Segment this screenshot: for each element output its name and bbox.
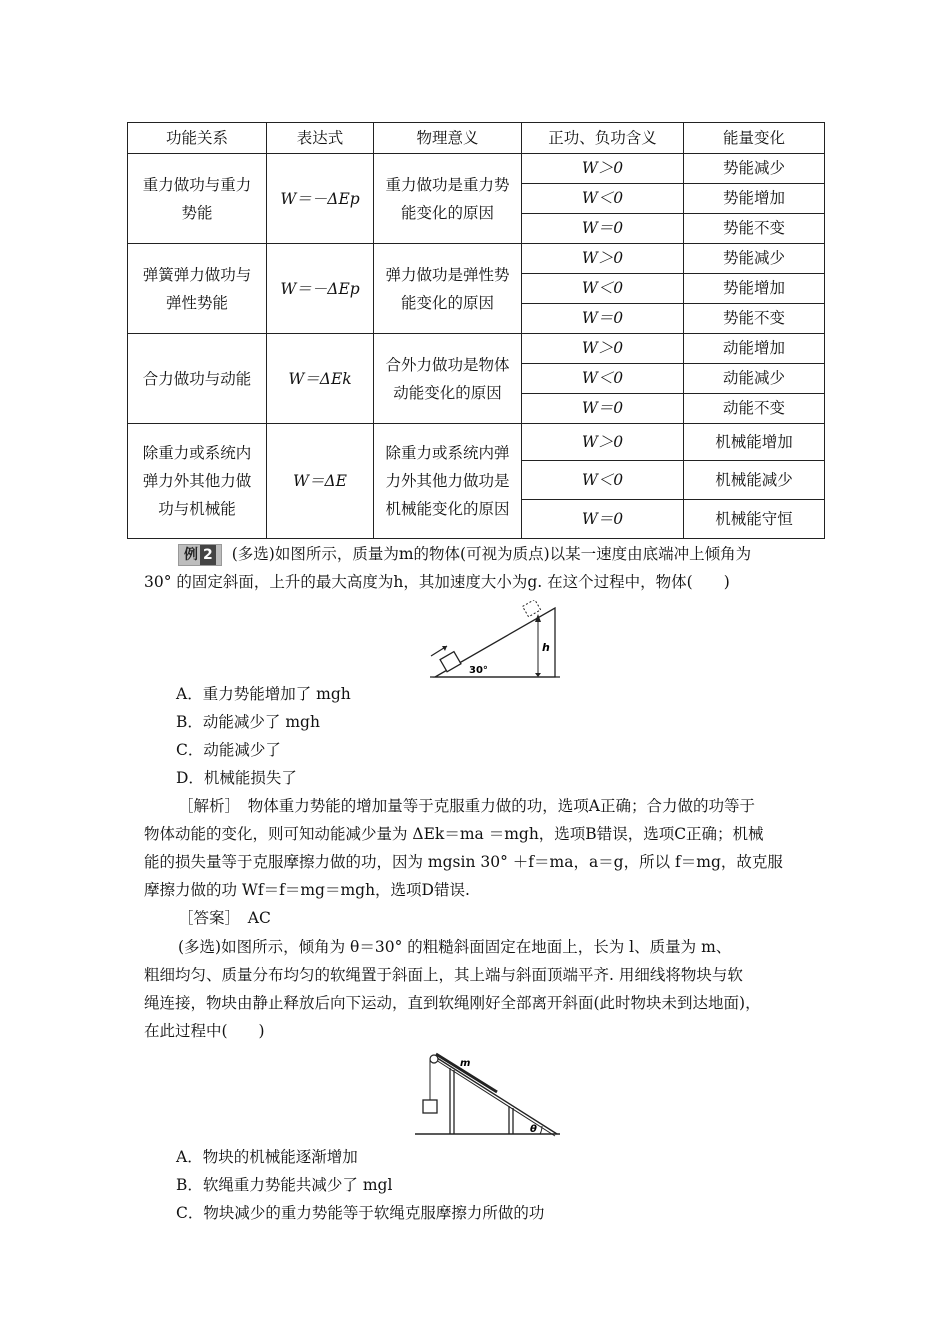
answer: ［答案］ AC [178, 909, 271, 927]
work-cell: W＜0 [522, 364, 684, 394]
table-row [128, 154, 825, 184]
header-meaning: 物理意义 [374, 123, 522, 154]
work-cell: W＞0 [522, 334, 684, 364]
analysis-line-2: 物体动能的变化，则可知动能减少量为 ΔEk＝ma ＝mgh，选项B错误，选项C正确；机械 [144, 825, 764, 843]
problem-2-line-1: (多选)如图所示，倾角为 θ＝30° 的粗糙斜面固定在地面上，长为 l、质量为 m、 [178, 938, 732, 956]
hanging-block [423, 1100, 437, 1113]
example-2-line-2: 30° 的固定斜面，上升的最大高度为h，其加速度大小为g. 在这个过程中，物体( ) [144, 573, 730, 591]
option-a: A．物块的机械能逐渐增加 [176, 1148, 358, 1166]
analysis-line-4: 摩擦力做的功 Wf＝f＝mg＝mgh，选项D错误. [144, 881, 470, 899]
angle-label: θ [530, 1124, 537, 1135]
work-cell: W＜0 [522, 184, 684, 214]
problem-2-line-3: 绳连接，物块由静止释放后向下运动，直到软绳刚好全部离开斜面(此时物块未到达地面)， [144, 994, 761, 1012]
energy-cell: 动能不变 [684, 394, 825, 424]
relation-cell: 弹簧弹力做功与弹性势能 [128, 244, 267, 334]
energy-cell: 势能减少 [684, 154, 825, 184]
height-label: h [542, 641, 550, 654]
work-cell: W＜0 [522, 461, 684, 500]
mass-label: m [460, 1058, 471, 1069]
work-cell: W＝0 [522, 394, 684, 424]
relation-cell: 重力做功与重力势能 [128, 154, 267, 244]
expression-cell: W＝ΔEk [267, 334, 374, 424]
analysis-line-1: ［解析］ 物体重力势能的增加量等于克服重力做的功，选项A正确；合力做的功等于 [178, 797, 755, 815]
energy-cell: 动能增加 [684, 334, 825, 364]
option-b: B．软绳重力势能共减少了 mgl [176, 1176, 393, 1194]
work-cell: W＝0 [522, 500, 684, 539]
work-energy-table [127, 122, 825, 539]
header-expression: 表达式 [267, 123, 374, 154]
energy-cell: 机械能守恒 [684, 500, 825, 539]
expression-cell: W＝－ΔEp [267, 154, 374, 244]
problem-2-line-2: 粗细均匀、质量分布均匀的软绳置于斜面上，其上端与斜面顶端平齐. 用细线将物块与软 [144, 966, 743, 984]
header-energy-change: 能量变化 [684, 123, 825, 154]
energy-cell: 势能增加 [684, 184, 825, 214]
table-header-row [128, 123, 825, 154]
rope-incline-figure [412, 1050, 562, 1140]
energy-cell: 势能增加 [684, 274, 825, 304]
example-2-line-1: 例 2 (多选)如图所示，质量为m的物体(可视为质点)以某一速度由底端冲上倾角为 [178, 540, 751, 568]
work-cell: W＝0 [522, 214, 684, 244]
work-cell: W＞0 [522, 244, 684, 274]
table-row [128, 334, 825, 364]
work-cell: W＝0 [522, 304, 684, 334]
expression-cell: W＝－ΔEp [267, 244, 374, 334]
work-cell: W＞0 [522, 154, 684, 184]
analysis-line-3: 能的损失量等于克服摩擦力做的功，因为 mgsin 30° ＋f＝ma，a＝g，所以 f＝mg，故克服 [144, 853, 783, 871]
option-c: C．动能减少了 [176, 741, 281, 759]
incline-figure [425, 600, 565, 680]
table-row [128, 244, 825, 274]
pulley [430, 1055, 438, 1063]
energy-cell: 机械能减少 [684, 461, 825, 500]
energy-cell: 势能减少 [684, 244, 825, 274]
block [440, 652, 461, 672]
relation-cell: 合力做功与动能 [128, 334, 267, 424]
work-cell: W＜0 [522, 274, 684, 304]
incline-surface [434, 1056, 557, 1134]
energy-cell: 势能不变 [684, 214, 825, 244]
expression-cell: W＝ΔE [267, 424, 374, 539]
option-c: C．物块减少的重力势能等于软绳克服摩擦力所做的功 [176, 1204, 545, 1222]
meaning-cell: 重力做功是重力势能变化的原因 [374, 154, 522, 244]
meaning-cell: 除重力或系统内弹力外其他力做功是机械能变化的原因 [374, 424, 522, 539]
option-d: D．机械能损失了 [176, 769, 297, 787]
height-arrow-top [535, 614, 541, 622]
angle-label: 30° [469, 665, 488, 676]
table-row [128, 424, 825, 461]
energy-cell: 动能减少 [684, 364, 825, 394]
meaning-cell: 弹力做功是弹性势能变化的原因 [374, 244, 522, 334]
header-work-sign: 正功、负功含义 [522, 123, 684, 154]
problem-2-line-4: 在此过程中( ) [144, 1022, 265, 1040]
example-badge: 例 2 [178, 544, 222, 566]
work-cell: W＞0 [522, 424, 684, 461]
relation-cell: 除重力或系统内弹力外其他力做功与机械能 [128, 424, 267, 539]
header-relation: 功能关系 [128, 123, 267, 154]
meaning-cell: 合外力做功是物体动能变化的原因 [374, 334, 522, 424]
option-b: B．动能减少了 mgh [176, 713, 320, 731]
option-a: A．重力势能增加了 mgh [176, 685, 351, 703]
energy-cell: 机械能增加 [684, 424, 825, 461]
energy-cell: 势能不变 [684, 304, 825, 334]
